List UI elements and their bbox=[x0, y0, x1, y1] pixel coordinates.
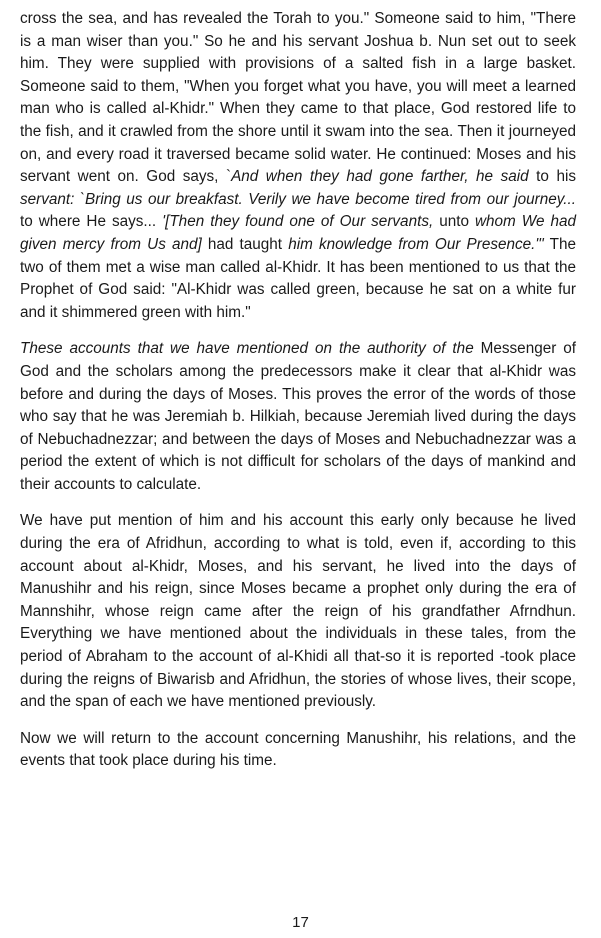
paragraph-1-italic-quote-1: And when they had gone farther, he said bbox=[231, 168, 529, 186]
paragraph-2-italic-opening: These accounts that we have mentioned on the authority of the bbox=[20, 340, 474, 358]
document-page bbox=[20, 8, 576, 787]
paragraph-1-text: The two of them met a wise man called al-Khidr. It has been mentioned to us that the Prophet of God said: "Al-Khidr was called green, because he sat on a white fur and it shimmered green with him." bbox=[20, 235, 576, 321]
paragraph-1-text: cross the sea, and has revealed the Torah to you." Someone said to him, "There is a man wiser than you." So he and his servant Joshua b. Nun set out to seek him. They were supplied with provisions of a salted fish in a large basket. Someone said to them, "When you forget what you have, you will meet a learned man who is called al-Khidr." When they came to that place, God restored life to the fish, and it crawled from the shore until it swam into the sea. Then it journeyed on, and every road it traversed became solid water. He continued: Moses and his servant went on. God says, ` bbox=[20, 10, 576, 186]
paragraph-2 bbox=[20, 338, 576, 496]
paragraph-1-italic-quote-5: him knowledge from Our Presence."' bbox=[288, 235, 544, 253]
paragraph-1-italic-quote-2: servant: `Bring us our breakfast. Verily we have become tired from our journey... bbox=[20, 190, 576, 208]
paragraph-3-text: We have put mention of him and his account this early only because he lived during the era of Afridhun, according to what is told, even if, according to this account about al-Khidr, Moses, and his servant, he lived into the days of Manushihr and his reign, since Moses became a prophet only during the era of Mannshihr, whose reign came after the reign of his grandfather Afrndhun. Everything we have mentioned about the individuals in these tales, from the period of Abraham to the account of al-Khidi all that-so it is reported -took place during the reigns of Biwarisb and Afridhun, the stories of whose lives, their scope, and the span of each we have mentioned previously. bbox=[20, 512, 576, 711]
paragraph-1-italic-quote-3: '[Then they found one of Our servants, bbox=[162, 213, 434, 231]
paragraph-1-text: unto bbox=[433, 213, 475, 231]
paragraph-1-text: had taught bbox=[201, 235, 289, 253]
paragraph-2-text: Messenger of God and the scholars among the predecessors make it clear that al-Khidr was before and during the days of Moses. This proves the error of the words of those who say that he was Jeremiah b. Hilkiah, because Jeremiah lived during the days of Nebuchadnezzar; and between the days of Moses and Nebuchadnezzar was a period the extent of which is not difficult for scholars of the days of mankind and their accounts to calculate. bbox=[20, 340, 576, 493]
paragraph-1-italic-quote-4: whom We had given mercy from Us and] bbox=[20, 213, 576, 253]
paragraph-3 bbox=[20, 510, 576, 713]
page-number: 17 bbox=[292, 914, 309, 931]
paragraph-1 bbox=[20, 8, 576, 324]
paragraph-4-text: Now we will return to the account concerning Manushihr, his relations, and the events that took place during his time. bbox=[20, 729, 576, 770]
paragraph-4 bbox=[20, 728, 576, 773]
paragraph-1-text: to where He says... bbox=[20, 213, 163, 231]
paragraph-1-text: to his bbox=[528, 168, 577, 186]
